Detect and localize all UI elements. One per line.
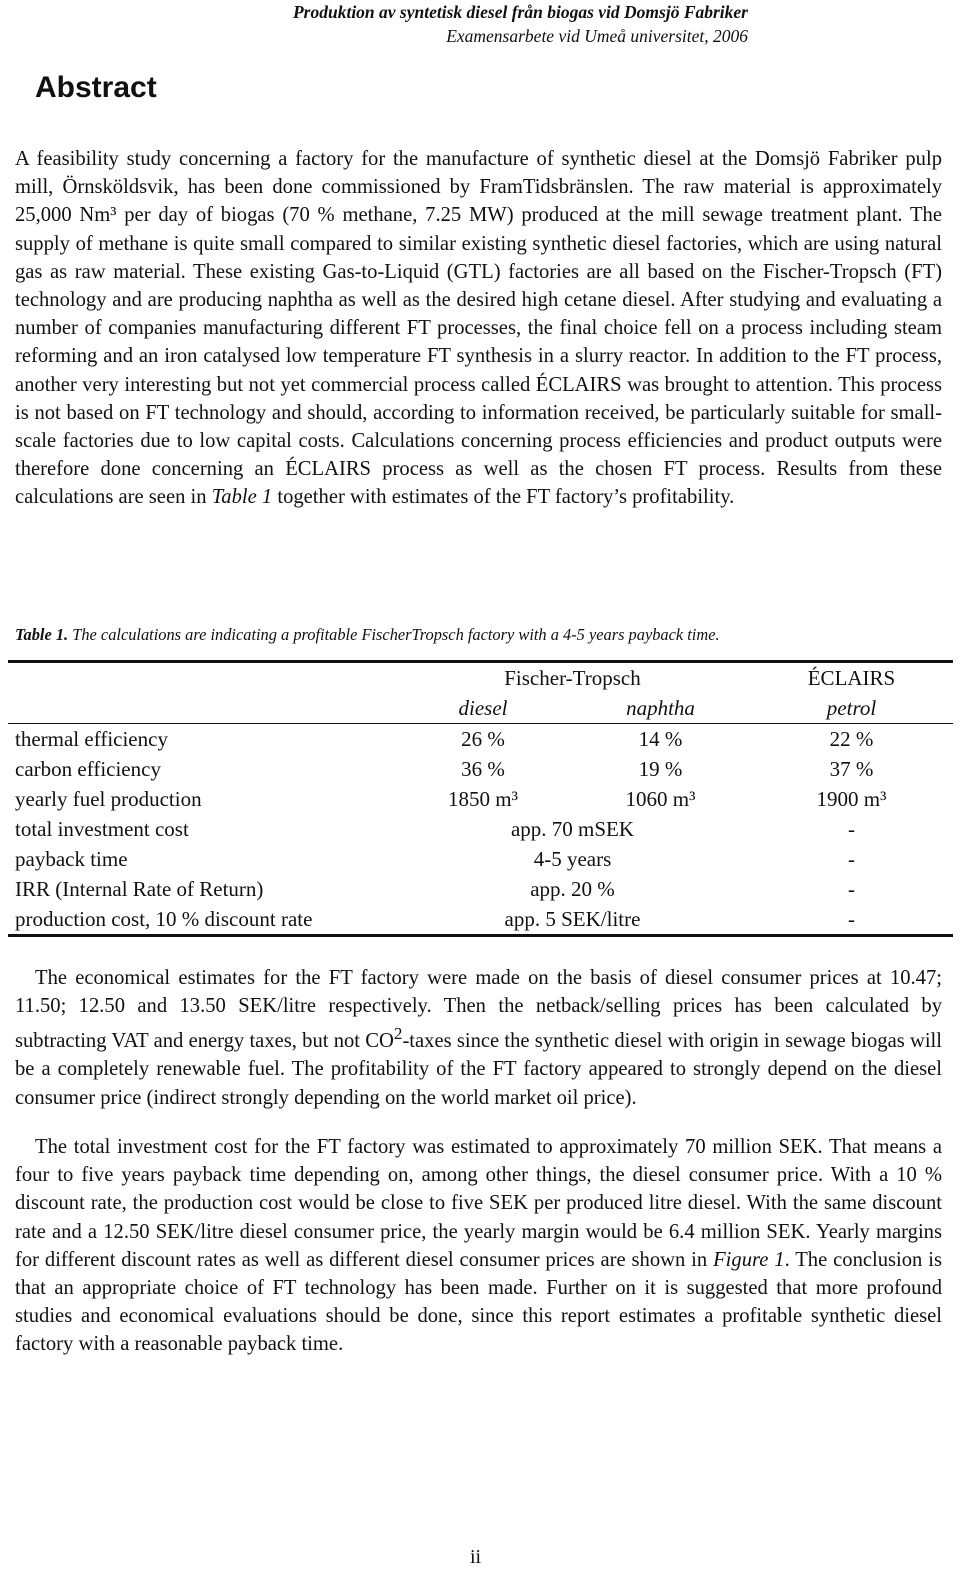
cell-naphtha: 14 % <box>638 727 683 751</box>
cell-petrol: - <box>848 817 855 841</box>
table-caption-label: Table 1. <box>15 625 69 644</box>
cell-petrol: - <box>848 847 855 871</box>
investment-text: The total investment cost for the FT factory was estimated to approximately 70 million SEK. That means a four to five years payback time depending on, among other things, the diesel consumer price. With a 10 % discount rate, the production cost would be close to five SEK per produced litre diesel. With the same discount rate and a 12.50 SEK/litre diesel consumer price, the yearly margin would be 6.4 million SEK. Yearly margins for different discount rates as well as different diesel consumer prices are shown in <box>15 1136 942 1271</box>
table-row <box>8 754 953 784</box>
row-label: total investment cost <box>15 817 189 841</box>
economics-text: The economical estimates for the FT factory were made on the basis of diesel consumer prices at 10.47; 11.50; 12.50 and 13.50 SEK/litre respectively. Then the netback/selling prices has been calculated by subtracting VAT and energy taxes, but not CO <box>15 967 942 1053</box>
table-caption-text: The calculations are indicating a profitable FischerTropsch factory with a 4-5 years payback time. <box>72 625 720 644</box>
cell-diesel: 1850 m³ <box>448 787 518 811</box>
investment-text-end: . The conclusion is that an appropriate choice of FT technology has been made. Further on it is suggested that more profound studies and economical evaluations should be done, since this report estimates a profitable synthetic diesel factory with a reasonable payback time. <box>15 1248 942 1356</box>
cell-petrol: 1900 m³ <box>816 787 887 811</box>
col-header-petrol: petrol <box>750 693 953 724</box>
results-table <box>8 660 953 937</box>
group-header-fischer-tropsch: Fischer-Tropsch <box>395 662 750 694</box>
table-reference: Table 1 <box>211 486 273 509</box>
cell-ft-combined: 4-5 years <box>533 847 612 871</box>
row-label: carbon efficiency <box>15 757 161 781</box>
abstract-text-end: together with estimates of the FT factory’s profitability. <box>277 486 735 509</box>
cell-petrol: 22 % <box>829 727 874 751</box>
row-label: yearly fuel production <box>15 787 202 811</box>
table-subheader-row <box>8 693 953 724</box>
cell-diesel: 26 % <box>461 727 505 751</box>
row-label: thermal efficiency <box>15 727 168 751</box>
economics-text-end: -taxes since the synthetic diesel with origin in sewage biogas will be a completely renewable fuel. The profitability of the FT factory appeared to strongly depend on the diesel consumer price (indirect strongly depending on the world market oil price). <box>15 1030 943 1109</box>
table-corner <box>8 662 395 694</box>
section-title: Abstract <box>35 71 157 104</box>
col-header-diesel: diesel <box>395 693 571 724</box>
cell-petrol: - <box>750 904 953 936</box>
table-row <box>8 814 953 844</box>
row-label: IRR (Internal Rate of Return) <box>15 877 264 901</box>
abstract-text: A feasibility study concerning a factory for the manufacture of synthetic diesel at the Domsjö Fabriker pulp mill, Örnsköldsvik, has been done commissioned by FramTidsbränslen. The raw material is approximately 25,000 Nm³ per day of biogas (70 % methane, 7.25 MW) produced at the mill sewage treatment plant. The supply of methane is quite small compared to similar existing synthetic diesel factories, which are using natural gas as raw material. These existing Gas-to-Liquid (GTL) factories are all based on the Fischer-Tropsch (FT) technology and are producing naphtha as well as the desired high cetane diesel. After studying and evaluating a number of companies manufacturing different FT processes, the final choice fell on a process including steam reforming and an iron catalysed low temperature FT synthesis in a slurry reactor. In addition to the FT process, another very interesting but not yet commercial process called ÉCLAIRS was brought to attention. This process is not based on FT technology and should, according to information received, be particularly suitable for small-scale factories due to low capital costs. Calculations concerning process efficiencies and product outputs were therefore done concerning an ÉCLAIRS process as well as the chosen FT process. Results from these calculations are seen in <box>15 148 942 509</box>
page-number: ii <box>470 1546 482 1568</box>
table-row <box>8 784 953 814</box>
table-corner-sub <box>8 693 395 724</box>
group-header-eclairs: ÉCLAIRS <box>750 662 953 694</box>
table-row <box>8 724 953 755</box>
economics-paragraph <box>15 964 942 1112</box>
cell-ft-combined: app. 5 SEK/litre <box>395 904 750 936</box>
abstract-paragraph <box>15 145 942 512</box>
page-header <box>196 0 748 48</box>
investment-paragraph <box>15 1133 942 1359</box>
cell-naphtha: 19 % <box>638 757 683 781</box>
cell-naphtha: 1060 m³ <box>625 787 696 811</box>
row-label: payback time <box>15 847 128 871</box>
table-row <box>8 874 953 904</box>
cell-petrol: - <box>848 877 855 901</box>
row-label: production cost, 10 % discount rate <box>8 904 395 936</box>
cell-petrol: 37 % <box>829 757 874 781</box>
co2-superscript: 2 <box>393 1024 403 1044</box>
table-row <box>8 844 953 874</box>
header-title: Produktion av syntetisk diesel från biogas vid Domsjö Fabriker <box>292 2 748 22</box>
table-group-header-row <box>8 662 953 694</box>
col-header-naphtha: naphtha <box>571 693 750 724</box>
table-row <box>8 904 953 936</box>
header-subtitle: Examensarbete vid Umeå universitet, 2006 <box>446 26 748 46</box>
cell-ft-combined: app. 20 % <box>530 877 615 901</box>
cell-diesel: 36 % <box>461 757 505 781</box>
cell-ft-combined: app. 70 mSEK <box>510 817 635 841</box>
figure-reference: Figure 1 <box>713 1248 785 1271</box>
table-caption <box>15 624 942 646</box>
